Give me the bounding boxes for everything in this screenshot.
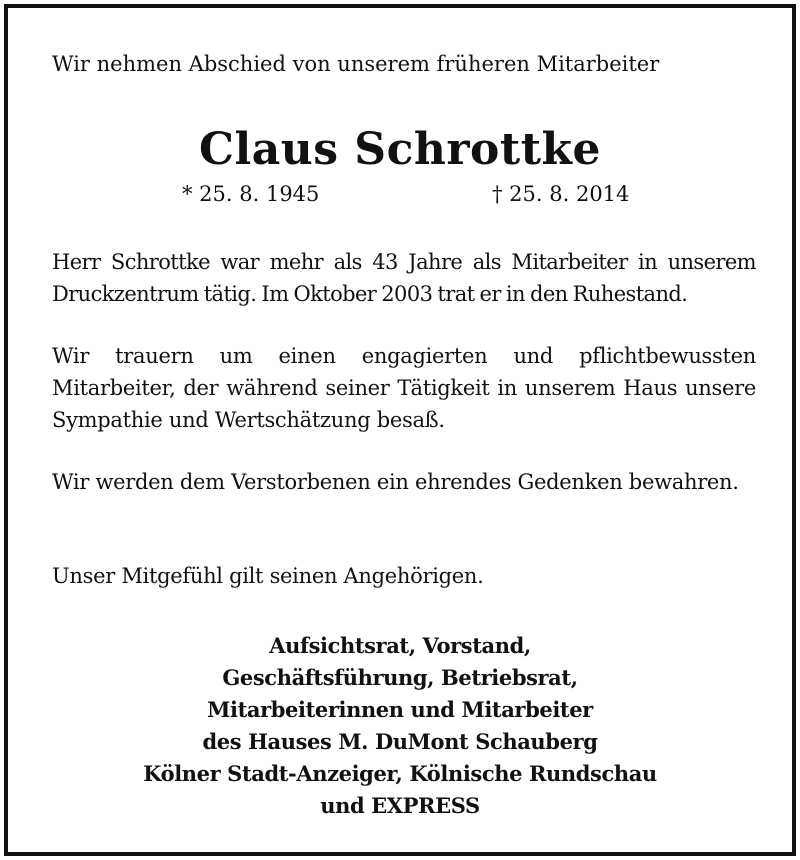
birth-date: * 25. 8. 1945 [182,182,320,206]
paragraph-condolence: Unser Mitgefühl gilt seinen Angehörigen. [52,564,484,588]
paragraph-career: Herr Schrottke war mehr als 43 Jahre als Mitarbeiter in unserem Druckzentrum tätig. Im Oktober 2003 trat er in den Ruhestand. [52,250,756,306]
intro-line: Wir nehmen Abschied von unserem früheren Mitarbeiter [52,52,660,76]
death-date: † 25. 8. 2014 [492,182,630,206]
signature-line: Geschäftsführung, Betriebsrat, [222,665,578,690]
signature-line: Mitarbeiterinnen und Mitarbeiter [207,697,593,722]
paragraph-remembrance: Wir werden dem Verstorbenen ein ehrendes Gedenken bewahren. [52,470,739,494]
obituary-notice [4,4,796,856]
paragraph-mourning: Wir trauern um einen engagierten und pflichtbewussten Mitarbeiter, der während seiner Tätigkeit in unserem Haus unsere Sympathie und Wertschätzung besaß. [52,344,756,432]
signature-block [8,630,792,822]
deceased-name: Claus Schrottke [198,124,602,175]
signature-line: des Hauses M. DuMont Schauberg [202,729,598,754]
signature-line: Aufsichtsrat, Vorstand, [269,633,531,658]
signature-line: Kölner Stadt-Anzeiger, Kölnische Rundschau [143,761,657,786]
signature-line: und EXPRESS [320,793,480,818]
